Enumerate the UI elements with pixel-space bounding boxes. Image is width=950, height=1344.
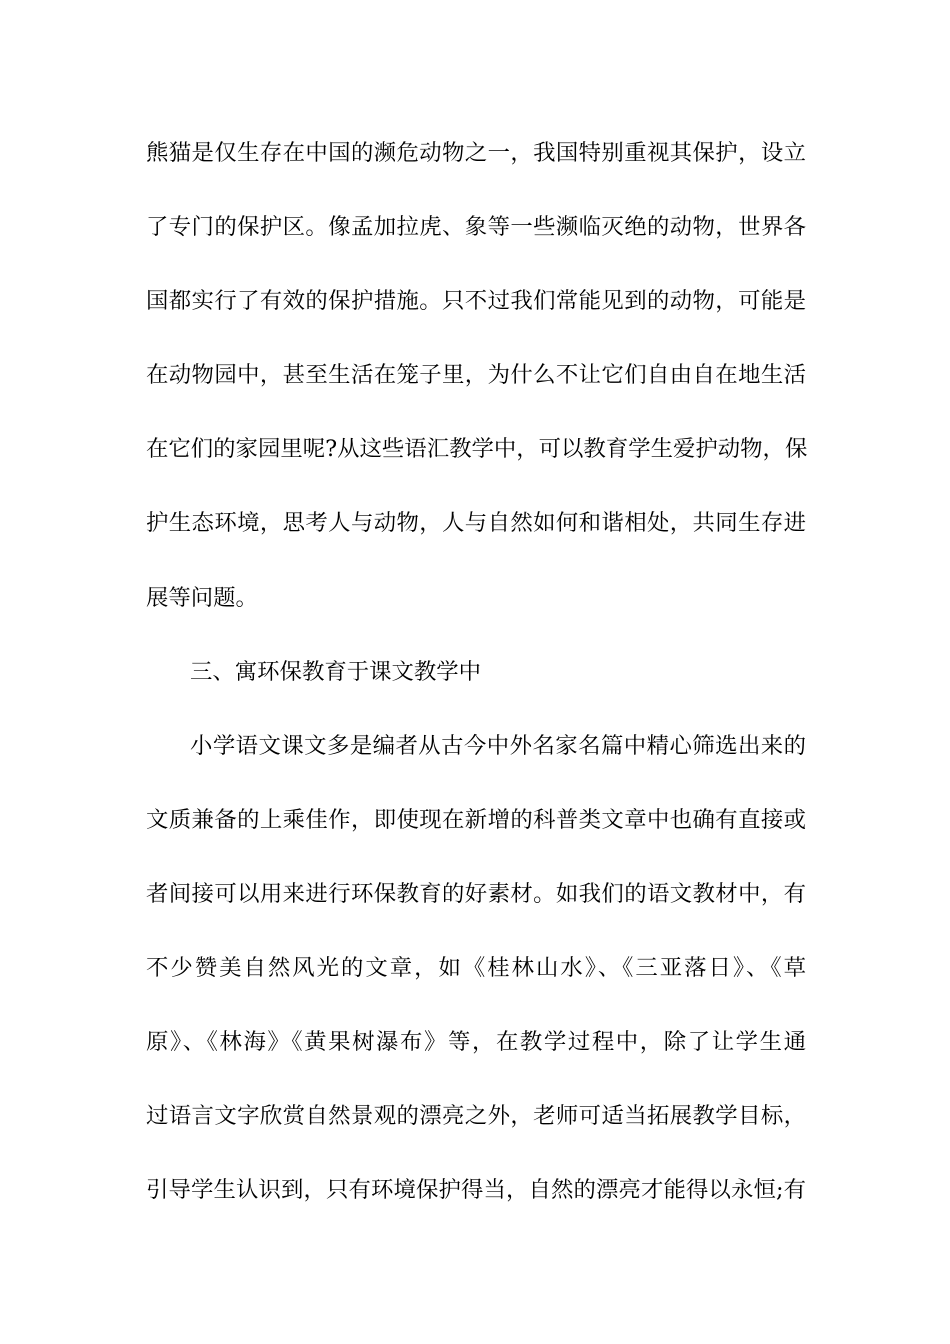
text-line: 过语言文字欣赏自然景观的漂亮之外，老师可适当拓展教学目标， [146, 1103, 806, 1129]
text-line: 不少赞美自然风光的文章，如《桂林山水》、《三亚落日》、《草 [146, 955, 806, 981]
text-line: 在它们的家园里呢?从这些语汇教学中，可以教育学生爱护动物，保 [146, 436, 808, 462]
text-line: 展等问题。 [146, 585, 258, 611]
text-line: 小学语文课文多是编者从古今中外名家名篇中精心筛选出来的 [190, 733, 806, 759]
text-line: 了专门的保护区。像孟加拉虎、象等一些濒临灭绝的动物，世界各 [146, 214, 806, 240]
text-line: 护生态环境，思考人与动物，人与自然如何和谐相处，共同生存进 [146, 510, 806, 536]
section-heading: 三、寓环保教育于课文教学中 [190, 659, 482, 685]
text-line: 原》、《林海》《黄果树瀑布》等，在教学过程中，除了让学生通 [146, 1029, 806, 1055]
text-line: 文质兼备的上乘佳作，即使现在新增的科普类文章中也确有直接或 [146, 807, 806, 833]
text-line: 熊猫是仅生存在中国的濒危动物之一，我国特别重视其保护，设立 [146, 140, 806, 166]
text-line: 在动物园中，甚至生活在笼子里，为什么不让它们自由自在地生活 [146, 362, 806, 388]
text-line: 者间接可以用来进行环保教育的好素材。如我们的语文教材中，有 [146, 881, 806, 907]
text-line: 引导学生认识到，只有环境保护得当，自然的漂亮才能得以永恒;有 [146, 1177, 806, 1203]
text-line: 国都实行了有效的保护措施。只不过我们常能见到的动物，可能是 [146, 288, 806, 314]
